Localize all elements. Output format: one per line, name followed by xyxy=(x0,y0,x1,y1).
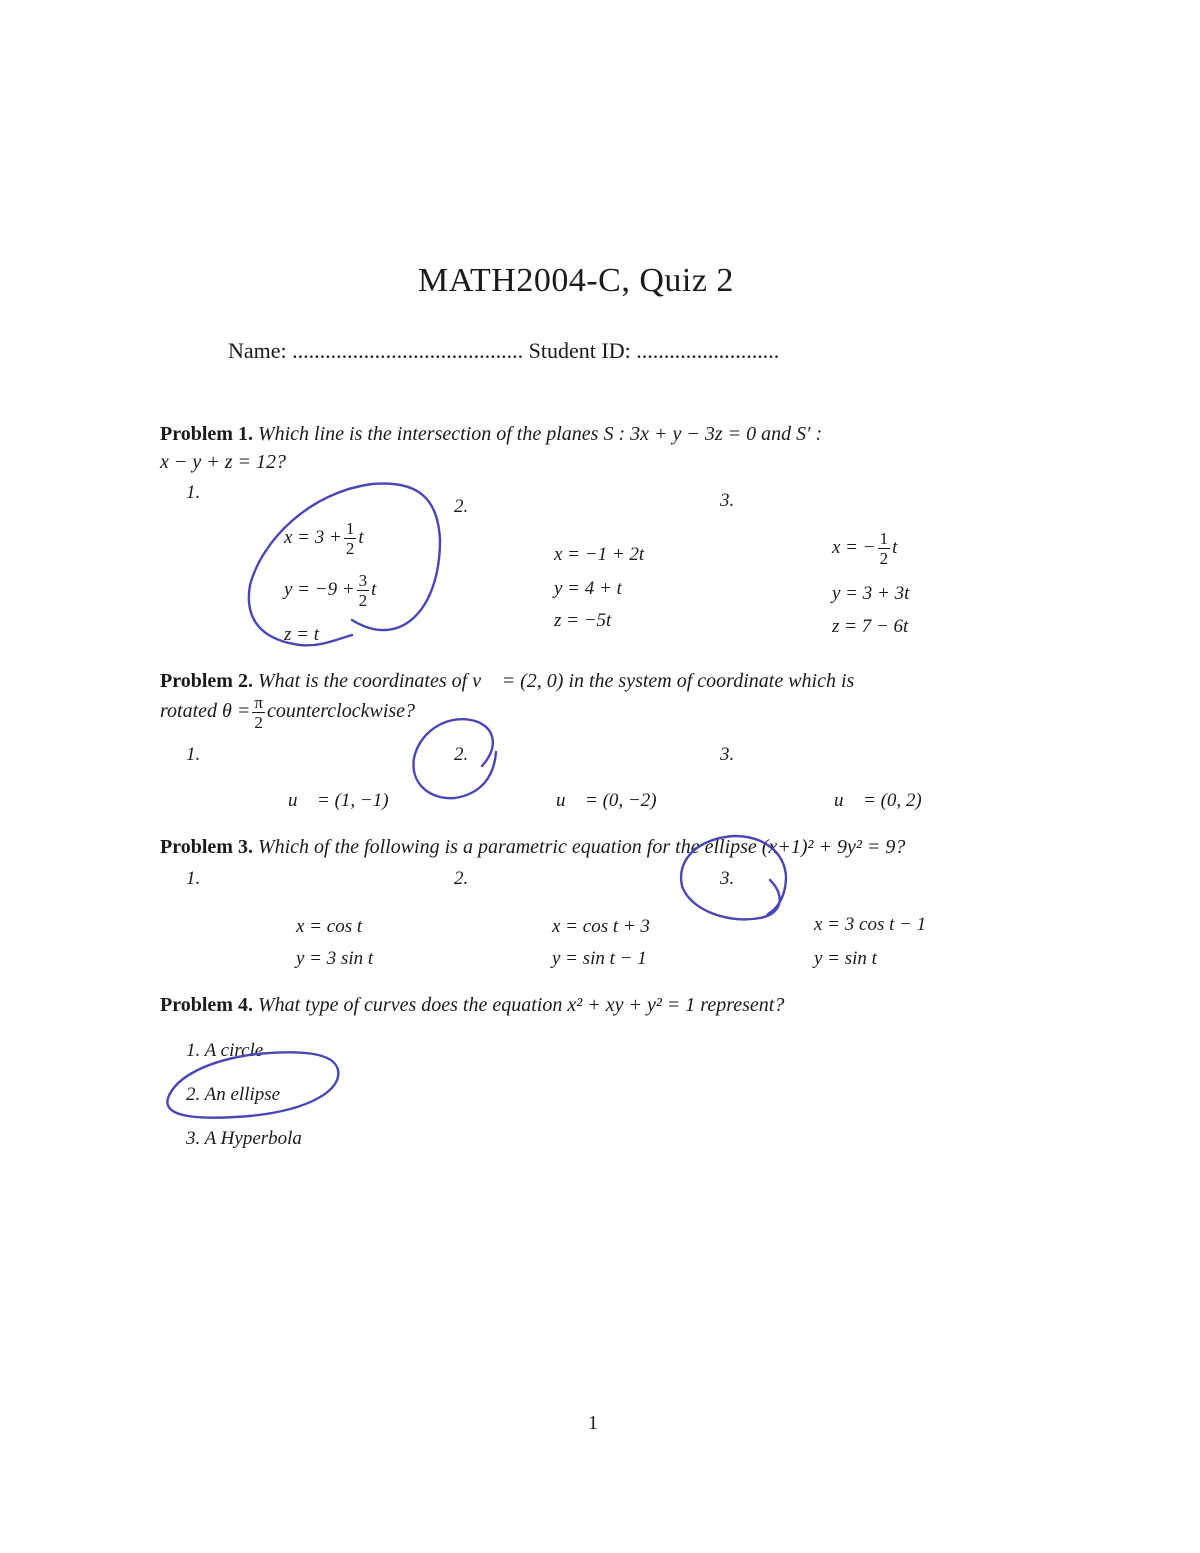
p1-opt1-eq-z: z = t xyxy=(284,624,319,645)
p3-opt1-eq-x: x = cos t xyxy=(296,916,363,937)
p1-answer-circle xyxy=(249,483,440,645)
name-blank: .......................................... xyxy=(292,338,524,363)
name-label: Name: xyxy=(228,338,287,363)
problem-2-question-cont: rotated θ = $\frac{\pi}{2}$ counterclockwise? xyxy=(160,693,416,732)
page-number: 1 xyxy=(588,1412,598,1434)
p1-opt3-eq-z: z = 7 − 6t xyxy=(832,616,909,637)
p1-opt2-eq-y: y = 4 + t xyxy=(554,578,622,599)
problem-3-question: Problem 3. Which of the following is a parametric equation for the ellipse (x+1)² + 9y² = 9? xyxy=(160,836,906,858)
p4-option-1: 1. A circle xyxy=(186,1040,264,1061)
p1-option-2-number: 2. xyxy=(454,496,469,517)
p3-opt3-eq-x: x = 3 cos t − 1 xyxy=(814,914,927,935)
p1-opt1-eq-y: y = −9 + $\frac{3}{2}$ t xyxy=(284,571,377,610)
p1-opt2-eq-x: x = −1 + 2t xyxy=(554,544,645,565)
problem-4-question: Problem 4. What type of curves does the equation x² + xy + y² = 1 represent? xyxy=(160,994,785,1016)
problem-2-label: Problem 2. xyxy=(160,670,253,692)
p1-opt1-eq-x: x = 3 + $\frac{1}{2}$ t xyxy=(284,519,364,558)
student-id-label: Student ID: xyxy=(528,338,631,363)
problem-1-question-cont: x − y + z = 12? xyxy=(160,451,287,473)
student-id-blank: .......................... xyxy=(636,338,780,363)
problem-2-question: Problem 2. What is the coordinates of v⃗ = (2, 0) in the system of coordinate which is xyxy=(160,670,855,692)
p1-opt2-eq-z: z = −5t xyxy=(554,610,612,631)
p3-option-3-number: 3. xyxy=(720,868,735,889)
name-id-line xyxy=(228,338,779,364)
p1-opt3-eq-y: y = 3 + 3t xyxy=(832,583,910,604)
p1-opt3-eq-x: x = − $\frac{1}{2}$ t xyxy=(832,529,898,568)
p2-opt2-eq: u⃗ = (0, −2) xyxy=(556,790,657,811)
p2-option-1-number: 1. xyxy=(186,744,201,765)
p3-opt1-eq-y: y = 3 sin t xyxy=(296,948,374,969)
p2-opt1-eq: u⃗ = (1, −1) xyxy=(288,790,389,811)
p4-option-2: 2. An ellipse xyxy=(186,1084,281,1105)
p1-option-3-number: 3. xyxy=(720,490,735,511)
problem-1-question: Problem 1. Which line is the intersection of the planes S : 3x + y − 3z = 0 and S′ : xyxy=(160,423,823,445)
p2-option-3-number: 3. xyxy=(720,744,735,765)
p2-opt3-eq: u⃗ = (0, 2) xyxy=(834,790,922,811)
p4-option-3: 3. A Hyperbola xyxy=(186,1128,302,1149)
p1-option-1-number: 1. xyxy=(186,482,201,503)
p3-opt2-eq-y: y = sin t − 1 xyxy=(552,948,647,969)
p3-option-1-number: 1. xyxy=(186,868,201,889)
problem-1-label: Problem 1. xyxy=(160,423,253,445)
p3-option-2-number: 2. xyxy=(454,868,469,889)
p3-opt3-eq-y: y = sin t xyxy=(814,948,877,969)
p2-option-2-number: 2. xyxy=(454,744,469,765)
problem-4-label: Problem 4. xyxy=(160,994,253,1016)
quiz-title: MATH2004-C, Quiz 2 xyxy=(418,262,734,299)
problem-3-label: Problem 3. xyxy=(160,836,253,858)
p3-opt2-eq-x: x = cos t + 3 xyxy=(552,916,650,937)
